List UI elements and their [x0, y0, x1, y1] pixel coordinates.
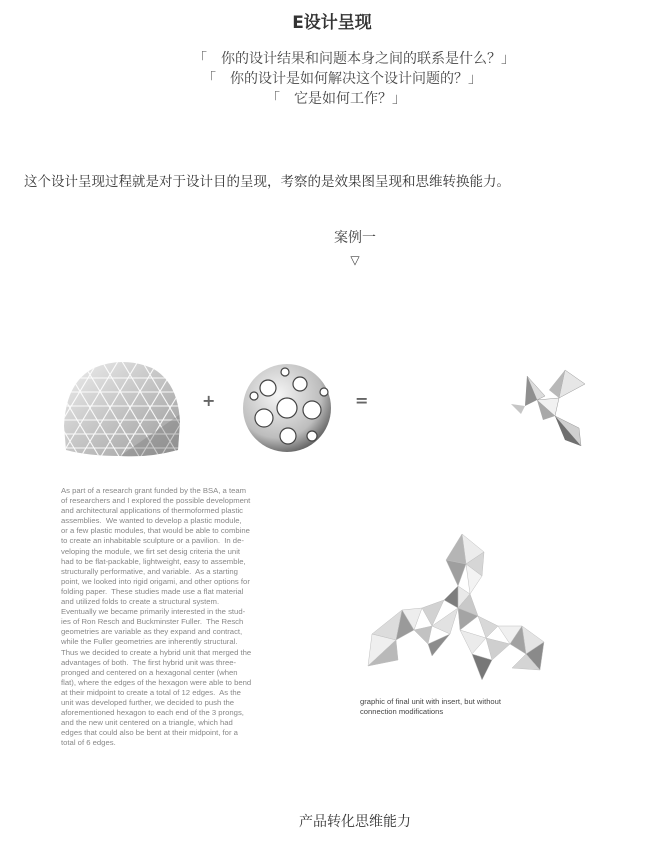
- plus-sign: +: [202, 391, 216, 410]
- dome-structure-image: [60, 358, 182, 458]
- page-title: E设计呈现: [292, 13, 372, 33]
- question-1: 「 你的设计结果和问题本身之间的联系是什么？」: [193, 51, 515, 67]
- project-description-text: As part of a research grant funded by the BSA, a team of researchers and I explored the possible development and architectural applications of thermoformed plastic assemblies. We wanted to develop a plastic module, or a few plastic modules, that would be able to combine to create an inhabitable sculpture or a pavilion. In de- veloping the module, we firt set desig criteria the unit had to be flat-packable, lightweight, easy to assemble, structurally performative, and variable. As a starting point, we looked into rigid origami, and other options for folding paper. These studies made use a flat material and utilized folds to create a structural system. Eventually we became primarily interested in the stud- ies of Ron Resch and Buckminster Fuller. The Resch geometries are variable as they expand and contract, while the Fuller geometries are inherently structural. Thus we decided to create a hybrid unit that merged the advantages of both. The first hybrid unit was three- pronged and centered on a hexagonal center (when flat), where the edges of the hexagon were able to bend at their midpoint to create a total of 12 edges. As the unit was developed further, we decided to push the aforementioned hexagon to each end of the 3 prongs, and the new unit centered on a triangle, which had edges that could also be bent at their midpoint, for a total of 6 edges.: [61, 486, 252, 748]
- three-pronged-unit-image: [362, 530, 548, 690]
- case-label: 案例一: [334, 230, 376, 246]
- question-3: 「 它是如何工作？」: [266, 91, 406, 107]
- question-2: 「 你的设计是如何解决这个设计问题的？」: [202, 71, 482, 87]
- down-triangle-icon: ▽: [350, 253, 360, 267]
- intro-paragraph: 这个设计呈现过程就是对于设计目的呈现，考察的是效果图呈现和思维转换能力。: [24, 174, 510, 190]
- folded-unit-image: [505, 360, 587, 452]
- equals-sign: =: [355, 391, 369, 410]
- perforated-sphere-image: [238, 362, 336, 454]
- section-heading: 产品转化思维能力: [299, 814, 411, 830]
- figure-caption: graphic of final unit with insert, but without connection modifications: [360, 697, 501, 716]
